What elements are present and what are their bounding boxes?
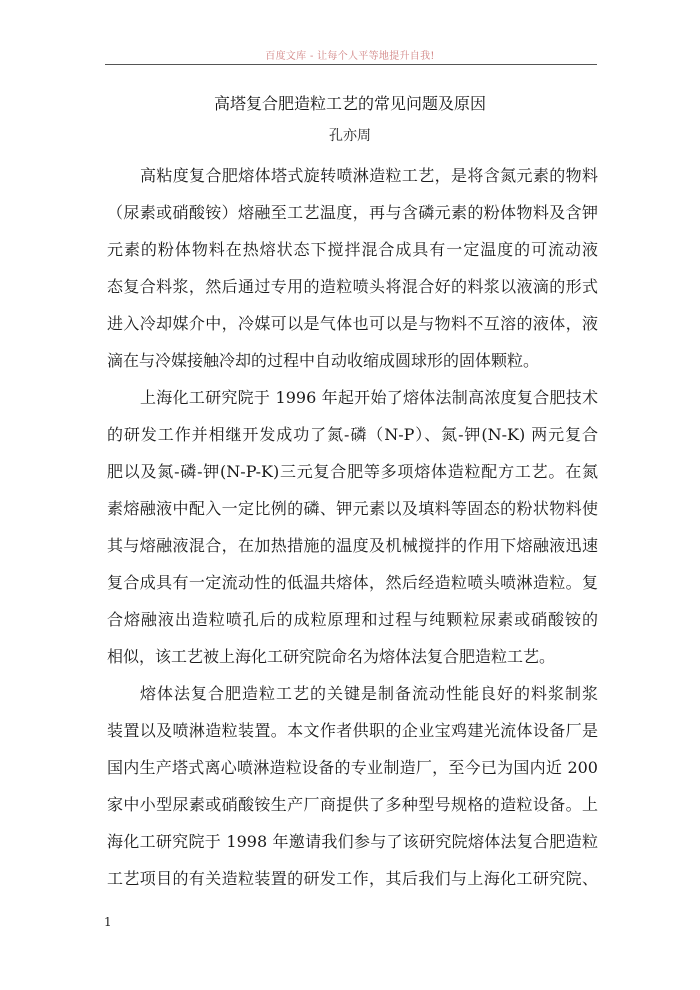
- paragraph-3-line-1: 熔体法复合肥造粒工艺的关键是制备流动性能良好的料浆制浆: [140, 684, 598, 703]
- paragraph-3-line-5: 海化工研究院于 1998 年邀请我们参与了该研究院熔体法复合肥造粒: [107, 832, 598, 851]
- page-number: 1: [104, 915, 112, 929]
- paragraph-2-line-5: 其与熔融液混合，在加热措施的温度及机械搅拌的作用下熔融液迅速: [107, 536, 598, 555]
- paragraph-3-line-3: 国内生产塔式离心喷淋造粒设备的专业制造厂，至今已为国内近 200: [107, 758, 598, 777]
- document-title: 高塔复合肥造粒工艺的常见问题及原因: [213, 94, 486, 113]
- paragraph-2-line-6: 复合成具有一定流动性的低温共熔体，然后经造粒喷头喷淋造粒。复: [107, 573, 598, 592]
- paragraph-2-line-4: 素熔融液中配入一定比例的磷、钾元素以及填料等固态的粉状物料使: [107, 499, 598, 518]
- paragraph-2-line-2: 的研发工作并相继开发成功了氮-磷（N-P）、氮-钾(N-K) 两元复合: [107, 425, 598, 444]
- paragraph-2-line-8: 相似，该工艺被上海化工研究院命名为熔体法复合肥造粒工艺。: [107, 647, 556, 666]
- header-watermark: 百度文库 - 让每个人平等地提升自我!: [265, 51, 435, 62]
- paragraph-1-line-5: 进入冷却媒介中，冷媒可以是气体也可以是与物料不互溶的液体，液: [107, 314, 598, 333]
- paragraph-2-line-3: 肥以及氮-磷-钾(N-P-K)三元复合肥等多项熔体造粒配方工艺。在氮: [107, 462, 598, 481]
- header-rule: [105, 64, 597, 65]
- paragraph-3-line-6: 工艺项目的有关造粒装置的研发工作，其后我们与上海化工研究院、: [107, 869, 598, 888]
- paragraph-1-line-2: （尿素或硝酸铵）熔融至工艺温度，再与含磷元素的粉体物料及含钾: [107, 203, 598, 222]
- paragraph-3-line-4: 家中小型尿素或硝酸铵生产厂商提供了多种型号规格的造粒设备。上: [107, 795, 598, 814]
- paragraph-1-line-3: 元素的粉体物料在热熔状态下搅拌混合成具有一定温度的可流动液: [107, 240, 598, 259]
- paragraph-1-line-1: 高粘度复合肥熔体塔式旋转喷淋造粒工艺，是将含氮元素的物料: [140, 166, 598, 185]
- paragraph-2-line-1: 上海化工研究院于 1996 年起开始了熔体法制高浓度复合肥技术: [140, 388, 598, 407]
- paragraph-2-line-7: 合熔融液出造粒喷孔后的成粒原理和过程与纯颗粒尿素或硝酸铵的: [107, 610, 598, 629]
- paragraph-1-line-6: 滴在与冷媒接触冷却的过程中自动收缩成圆球形的固体颗粒。: [107, 351, 540, 370]
- document-author: 孔亦周: [329, 128, 371, 144]
- paragraph-3-line-2: 装置以及喷淋造粒装置。本文作者供职的企业宝鸡建光流体设备厂是: [107, 721, 598, 740]
- paragraph-1-line-4: 态复合料浆，然后通过专用的造粒喷头将混合好的料浆以液滴的形式: [107, 277, 598, 296]
